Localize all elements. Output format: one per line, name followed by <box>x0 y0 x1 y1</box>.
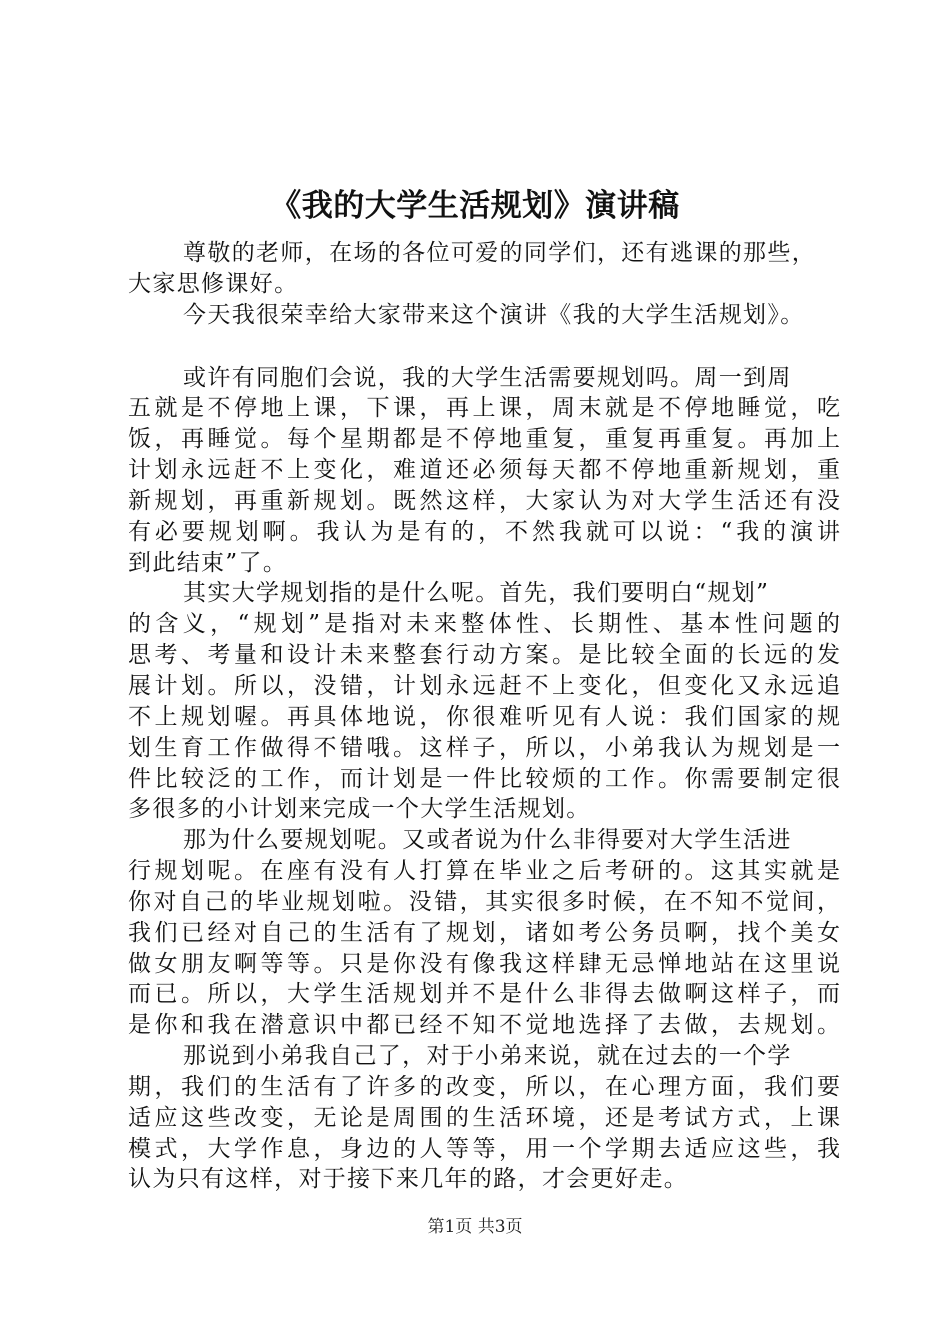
body-line: 尊敬的老师，在场的各位可爱的同学们，还有逃课的那些， <box>183 240 817 266</box>
blank-line <box>128 331 840 363</box>
body-line: 适应这些改变，无论是周围的生活环境，还是考试方式，上课 <box>128 1104 840 1131</box>
body-line: 模式，大学作息，身边的人等等，用一个学期去适应这些，我 <box>128 1135 840 1162</box>
body-line: 认为只有这样，对于接下来几年的路，才会更好走。 <box>128 1166 689 1193</box>
page-footer: 第1页 共3页 <box>427 1217 523 1237</box>
body-line: 我们已经对自己的生活有了规划，诸如考公务员啊，找个美女 <box>128 919 840 946</box>
body-line: 你对自己的毕业规划啦。没错，其实很多时候，在不知不觉间， <box>128 888 840 915</box>
body-line: 今天我很荣幸给大家带来这个演讲《我的大学生活规划》。 <box>183 301 805 328</box>
document-body <box>128 238 840 1195</box>
body-line: 或许有同胞们会说，我的大学生活需要规划吗。周一到周 <box>183 364 792 391</box>
body-line: 有必要规划啊。我认为是有的，不然我就可以说：“我的演讲 <box>128 518 840 545</box>
body-line: 件比较泛的工作，而计划是一件比较烦的工作。你需要制定很 <box>128 765 840 792</box>
body-line: 大家思修课好。 <box>128 270 299 297</box>
body-line: 的含义，“规划”是指对未来整体性、长期性、基本性问题的 <box>128 611 840 638</box>
body-line: 计划永远赶不上变化，难道还必须每天都不停地重新规划，重 <box>128 457 840 484</box>
body-line: 不上规划喔。再具体地说，你很难听见有人说：我们国家的规 <box>128 703 840 730</box>
body-line: 饭，再睡觉。每个星期都是不停地重复，重复再重复。再加上 <box>128 426 840 453</box>
body-line: 做女朋友啊等等。只是你没有像我这样肆无忌惮地站在这里说 <box>128 950 840 977</box>
body-line: 是你和我在潜意识中都已经不知不觉地选择了去做，去规划。 <box>128 1012 840 1039</box>
body-line: 思考、考量和设计未来整套行动方案。是比较全面的长远的发 <box>128 642 840 669</box>
body-line: 行规划呢。在座有没有人打算在毕业之后考研的。这其实就是 <box>128 858 840 885</box>
body-line: 而已。所以，大学生活规划并不是什么非得去做啊这样子，而 <box>128 981 840 1008</box>
body-line: 那为什么要规划呢。又或者说为什么非得要对大学生活进 <box>183 827 792 854</box>
body-line: 展计划。所以，没错，计划永远赶不上变化，但变化又永远追 <box>128 672 840 699</box>
body-line: 新规划，再重新规划。既然这样，大家认为对大学生活还有没 <box>128 487 840 514</box>
body-line: 那说到小弟我自己了，对于小弟来说，就在过去的一个学 <box>183 1043 792 1070</box>
body-line: 其实大学规划指的是什么呢。首先，我们要明白“规划” <box>183 580 770 607</box>
document-title: 《我的大学生活规划》演讲稿 <box>270 188 680 224</box>
body-line: 到此结束”了。 <box>128 549 288 576</box>
body-line: 期，我们的生活有了许多的改变，所以，在心理方面，我们要 <box>128 1073 840 1100</box>
body-line: 五就是不停地上课，下课，再上课，周末就是不停地睡觉，吃 <box>128 395 840 422</box>
body-line: 划生育工作做得不错哦。这样子，所以，小弟我认为规划是一 <box>128 734 840 761</box>
body-line: 多很多的小计划来完成一个大学生活规划。 <box>128 796 591 823</box>
